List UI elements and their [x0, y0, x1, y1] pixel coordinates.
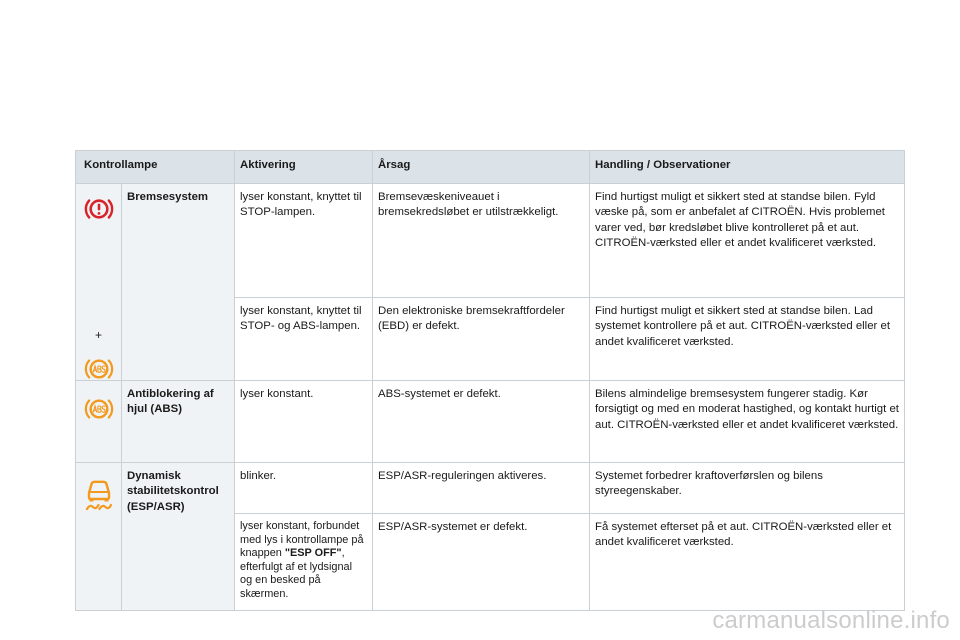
brake-row2-handling: Find hurtigst muligt et sikkert sted at standse bilen. Lad systemet kontrollere på et aut. CITROËN-værksted eller et andet kvalificeret værksted. [590, 298, 905, 381]
esp-row1-handling: Systemet forbedrer kraftoverførslen og bilens styreegenskaber. [590, 463, 905, 514]
abs-aarsag: ABS-systemet er defekt. [373, 381, 590, 463]
esp-row1-aktivering: blinker. [235, 463, 373, 514]
brake-row2-aarsag: Den elektroniske bremsekraftfordeler (EBD) er defekt. [373, 298, 590, 381]
esp-name: Dynamisk stabilitetskontrol (ESP/ASR) [122, 463, 235, 611]
table-row [76, 463, 905, 514]
abs-icon-cell [76, 381, 122, 463]
table-row [76, 184, 905, 298]
abs-name: Antiblokering af hjul (ABS) [122, 381, 235, 463]
header-handling: Handling / Observationer [590, 151, 905, 184]
abs-warning-icon [84, 356, 114, 382]
esp-skid-car-icon [83, 475, 115, 511]
abs-warning-icon [84, 396, 114, 422]
brake-row1-handling: Find hurtigst muligt et sikkert sted at standse bilen. Fyld væske på, som er anbefalet af CITROËN. Hvis problemet varer ved, bør kredsløbet blive kontrolleret på et aut. CITROËN-værksted eller et andet kvalificeret værksted. [590, 184, 905, 298]
brake-warning-icon [84, 196, 114, 222]
esp-row2-aktivering: lyser konstant, forbundet med lys i kontrollampe på knappen "ESP OFF", efterfulgt af et lydsignal og en besked på skærmen. [235, 514, 373, 611]
header-kontrollampe: Kontrollampe [76, 151, 235, 184]
plus-sign: + [94, 328, 102, 342]
brake-system-name: Bremsesystem [122, 184, 235, 381]
warning-lamp-table [75, 150, 905, 611]
abs-aktivering: lyser konstant. [235, 381, 373, 463]
watermark: carmanualsonline.info [712, 607, 950, 634]
header-aarsag: Årsag [373, 151, 590, 184]
esp-row2-handling: Få systemet efterset på et aut. CITROËN-værksted eller et andet kvalificeret værksted. [590, 514, 905, 611]
esp-row1-aarsag: ESP/ASR-reguleringen aktiveres. [373, 463, 590, 514]
brake-row1-aarsag: Bremsevæskeniveauet i bremsekredsløbet er utilstrækkeligt. [373, 184, 590, 298]
brake-row1-aktivering: lyser konstant, knyttet til STOP-lampen. [235, 184, 373, 298]
table-row [76, 381, 905, 463]
brake-row2-aktivering: lyser konstant, knyttet til STOP- og ABS-lampen. [235, 298, 373, 381]
brake-icon-cell [76, 184, 122, 381]
header-aktivering: Aktivering [235, 151, 373, 184]
table-header-row [76, 151, 905, 184]
esp-row2-aarsag: ESP/ASR-systemet er defekt. [373, 514, 590, 611]
abs-handling: Bilens almindelige bremsesystem fungerer stadig. Kør forsigtigt og med en moderat hastighed, og kontakt hurtigt et aut. CITROËN-værksted eller et andet kvalificeret værksted. [590, 381, 905, 463]
esp-icon-cell [76, 463, 122, 611]
